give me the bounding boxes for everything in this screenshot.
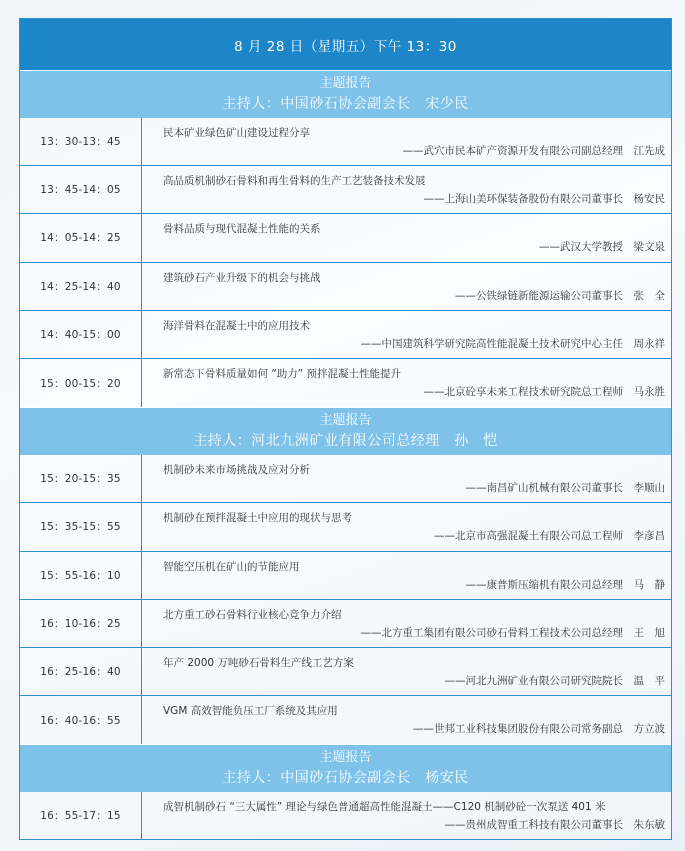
time-slot: 15：35-15：55	[20, 503, 142, 550]
talk-topic: 骨料品质与现代混凝土性能的关系	[163, 223, 321, 236]
talk-topic: 智能空压机在矿山的节能应用	[163, 560, 300, 573]
talk-speaker: ——北京市高强混凝土有限公司总工程师 李彦昌	[434, 530, 665, 543]
schedule-row	[20, 359, 671, 407]
section-host: 主持人：河北九洲矿业有限公司总经理 孙 恺	[193, 433, 498, 450]
talk-topic: 民本矿业绿色矿山建设过程分享	[163, 127, 310, 139]
talk-topic: 成智机制砂石 “三大属性” 理论与绿色普通超高性能混凝土——C120 机制砂砼一次泵送 401 米	[163, 801, 606, 814]
schedule-row	[20, 118, 671, 166]
schedule-row	[20, 503, 671, 551]
time-slot: 16：55-17：15	[20, 792, 142, 839]
section-title: 主题报告	[319, 750, 372, 766]
section-header	[20, 407, 671, 455]
talk-speaker: ——中国建筑科学研究院高性能混凝土技术研究中心主任 周永祥	[360, 337, 665, 350]
talk-speaker: ——世邦工业科技集团股份有限公司常务副总 方立波	[413, 723, 665, 736]
time-slot: 15：00-15：20	[20, 359, 142, 407]
section-header	[20, 744, 671, 792]
schedule-row	[20, 792, 671, 840]
talk-speaker: ——贵州成智重工科技有限公司董事长 朱东敏	[444, 819, 665, 832]
talk-topic: 建筑砂石产业升级下的机会与挑战	[163, 271, 321, 284]
time-slot: 13：30-13：45	[20, 118, 142, 165]
section-host: 主持人：中国砂石协会副会长 宋少民	[222, 96, 469, 112]
section-host: 主持人：中国砂石协会副会长 杨安民	[222, 770, 469, 787]
schedule-row	[20, 311, 671, 359]
schedule-row	[20, 263, 671, 311]
talk-speaker: ——武汉大学教授 梁文泉	[539, 241, 665, 254]
schedule-table	[19, 18, 672, 840]
talk-topic: 机制砂在预拌混凝土中应用的现状与思考	[163, 512, 352, 525]
talk-topic: VGM 高效智能负压工厂系统及其应用	[163, 705, 338, 718]
talk-speaker: ——公铁绿链新能源运输公司董事长 张 全	[455, 289, 665, 302]
time-slot: 16：40-16：55	[20, 696, 142, 744]
talk-topic: 新常态下骨料质量如何 “助力” 预拌混凝土性能提升	[163, 367, 402, 380]
time-slot: 15：20-15：35	[20, 455, 142, 502]
talk-speaker: ——北方重工集团有限公司砂石骨料工程技术公司总经理 王 旭	[360, 626, 665, 639]
time-slot: 14：40-15：00	[20, 311, 142, 358]
time-slot: 14：05-14：25	[20, 214, 142, 261]
time-slot: 16：10-16：25	[20, 600, 142, 647]
talk-topic: 海洋骨料在混凝土中的应用技术	[163, 319, 310, 332]
section-header	[20, 70, 671, 118]
schedule-row	[20, 455, 671, 503]
talk-topic: 年产 2000 万吨砂石骨料生产线工艺方案	[163, 656, 354, 669]
talk-speaker: ——北京砼享未来工程技术研究院总工程师 马永胜	[423, 385, 665, 398]
talk-speaker: ——上海山美环保装备股份有限公司董事长 杨安民	[423, 193, 665, 206]
schedule-row	[20, 696, 671, 744]
time-slot: 16：25-16：40	[20, 648, 142, 695]
time-slot: 14：25-14：40	[20, 263, 142, 310]
talk-topic: 北方重工砂石骨料行业核心竞争力介绍	[163, 608, 342, 621]
date-header: 8 月 28 日（星期五）下午 13：30	[20, 19, 671, 70]
talk-speaker: ——武穴市民本矿产资源开发有限公司副总经理 江先成	[402, 145, 665, 157]
section-title: 主题报告	[319, 413, 372, 429]
talk-topic: 机制砂未来市场挑战及应对分析	[163, 464, 310, 477]
talk-speaker: ——康普斯压缩机有限公司总经理 马 静	[465, 578, 665, 591]
time-slot: 15：55-16：10	[20, 552, 142, 599]
time-slot: 13：45-14：05	[20, 166, 142, 213]
talk-speaker: ——河北九洲矿业有限公司研究院院长 温 平	[444, 674, 665, 687]
schedule-row	[20, 648, 671, 696]
schedule-row	[20, 166, 671, 214]
schedule-row	[20, 214, 671, 262]
schedule-row	[20, 552, 671, 600]
schedule-row	[20, 600, 671, 648]
talk-topic: 高品质机制砂石骨料和再生骨料的生产工艺装备技术发展	[163, 175, 426, 188]
talk-speaker: ——南昌矿山机械有限公司董事长 李顺山	[465, 482, 665, 495]
section-title: 主题报告	[319, 76, 372, 91]
